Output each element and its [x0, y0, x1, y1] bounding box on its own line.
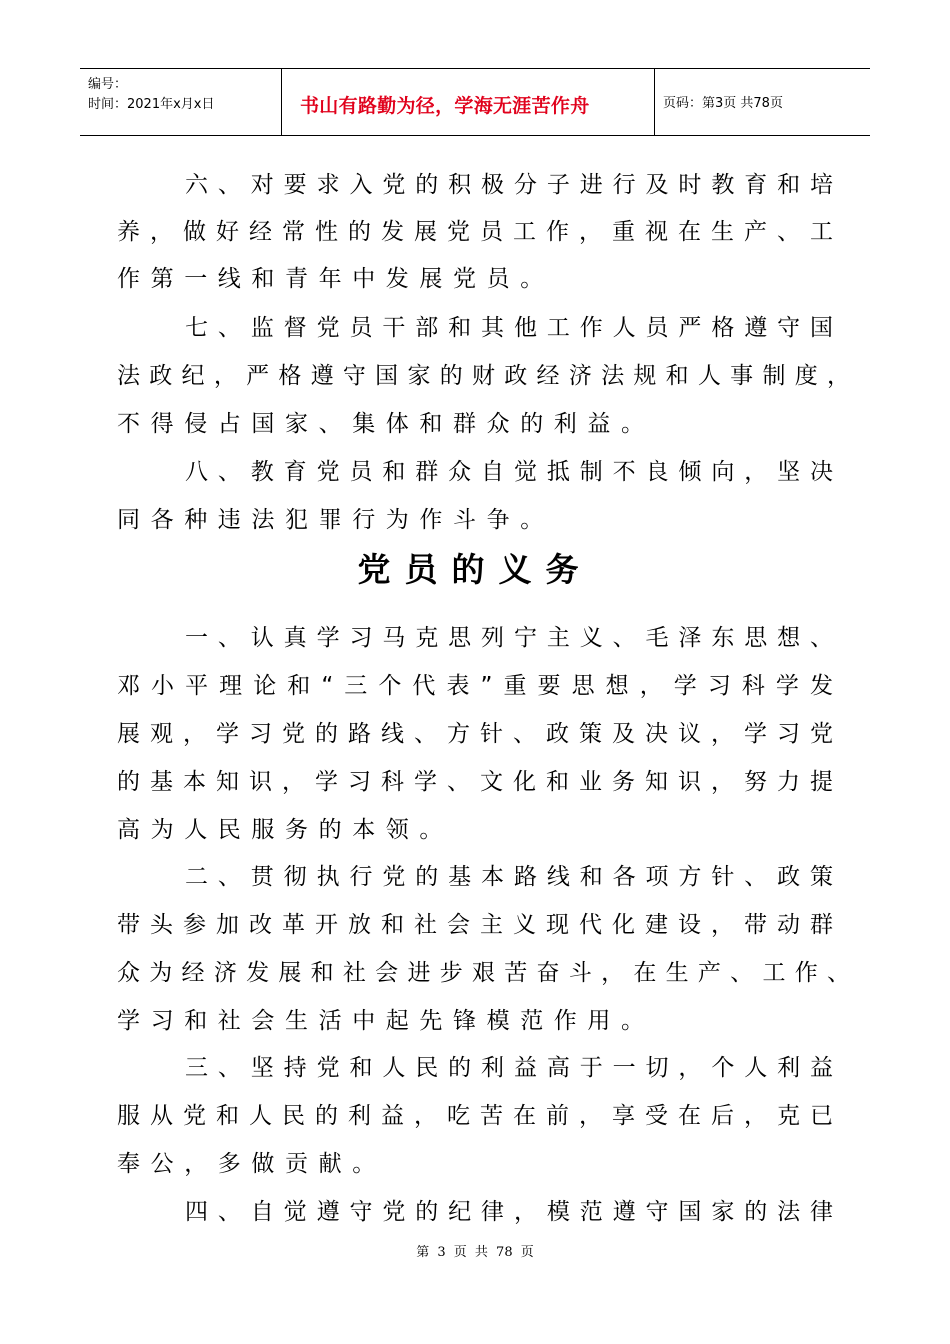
paragraph-line: 四、自觉遵守党的纪律，模范遵守国家的法律: [185, 1199, 833, 1225]
header-motto-cell: [282, 69, 655, 135]
paragraph-line: 众为经济发展和社会进步艰苦奋斗，在生产、工作、: [117, 960, 850, 986]
paragraph-line: 不得侵占国家、集体和群众的利益。: [117, 411, 655, 437]
paragraph-line: 奉公，多做贡献。: [117, 1151, 386, 1177]
paragraph-line: 二、贯彻执行党的基本路线和各项方针、政策: [185, 864, 833, 890]
paragraph-line: 展观，学习党的路线、方针、政策及决议，学习党: [117, 721, 833, 747]
header-page-cell: [655, 69, 870, 135]
paragraph-line: 七、监督党员干部和其他工作人员严格遵守国: [185, 315, 833, 341]
paragraph-line: 邓小平理论和“三个代表”重要思想，学习科学发: [117, 673, 833, 699]
paragraph-line: 作第一线和青年中发展党员。: [117, 266, 554, 292]
paragraph-line: 法政纪，严格遵守国家的财政经济法规和人事制度，: [117, 363, 850, 389]
page-footer: 第 3 页 共 78 页: [416, 1245, 534, 1260]
paragraph-line: 八、教育党员和群众自觉抵制不良倾向，坚决: [185, 459, 833, 485]
paragraph-line: 同各种违法犯罪行为作斗争。: [117, 507, 554, 533]
motto-text: 书山有路勤为径，学海无涯苦作舟: [300, 95, 590, 117]
paragraph-line: 六、对要求入党的积极分子进行及时教育和培: [185, 172, 833, 198]
paragraph-line: 高为人民服务的本领。: [117, 817, 453, 843]
paragraph-line: 养，做好经常性的发展党员工作，重视在生产、工: [117, 219, 833, 245]
paragraph-line: 三、坚持党和人民的利益高于一切，个人利益: [185, 1055, 833, 1081]
paragraph-line: 带头参加改革开放和社会主义现代化建设，带动群: [117, 912, 833, 938]
page-info: 页码：第3页 共78页: [663, 96, 783, 111]
doc-number-label: 编号：: [88, 77, 128, 92]
page-header: [80, 68, 870, 136]
paragraph-line: 学习和社会生活中起先锋模范作用。: [117, 1008, 655, 1034]
paragraph-line: 一、认真学习马克思列宁主义、毛泽东思想、: [185, 625, 833, 651]
date-label: 时间：2021年x月x日: [88, 97, 215, 112]
paragraph-line: 服从党和人民的利益，吃苦在前，享受在后，克已: [117, 1103, 833, 1129]
paragraph-line: 的基本知识，学习科学、文化和业务知识，努力提: [117, 769, 833, 795]
section-title: 党员的义务: [357, 550, 593, 589]
header-meta-cell: [80, 69, 282, 135]
